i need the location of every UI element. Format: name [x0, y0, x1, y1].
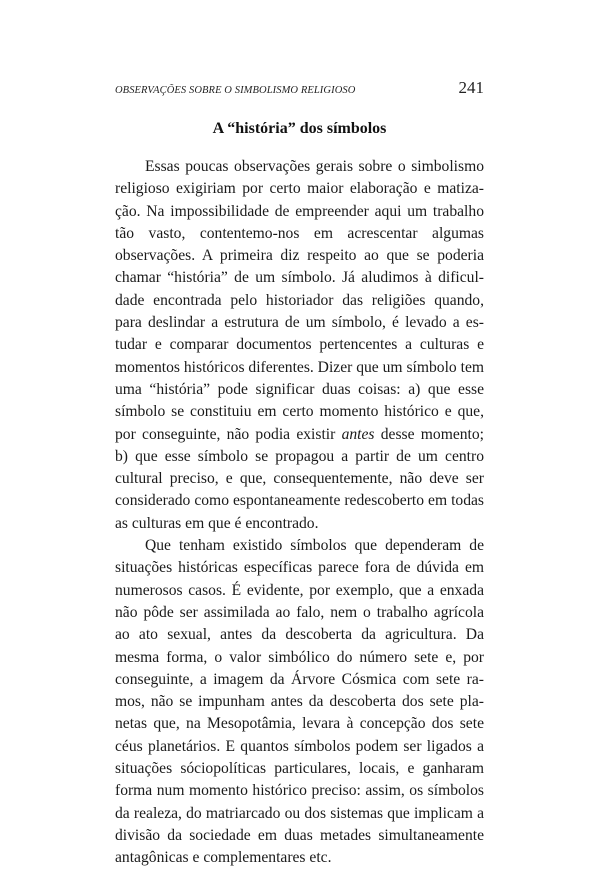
paragraph-1-emphasis: antes [341, 425, 375, 443]
book-page [115, 78, 484, 870]
paragraph-1-text-before: Essas poucas observações gerais sobre o simbolismo religioso exigiriam por certo maior elaboração e matização. Na impossibilidade de empreender aqui um trabalho tão vasto, contentemo-nos em acrescentar algumas observações. A primeira diz respeito ao que se poderia chamar “história” de um símbolo. Já aludimos à dificuldade encontrada pelo historiador das religiões quando, para deslindar a estrutura de um símbolo, é levado a estudar e comparar documentos pertencentes a culturas e momentos históricos diferentes. Dizer que um símbolo tem uma “história” pode significar duas coisas: a) que esse símbolo se constituiu em certo momento histórico e que, por conseguinte, não podia existir [115, 158, 484, 443]
running-title: OBSERVAÇÕES SOBRE O SIMBOLISMO RELIGIOSO [115, 85, 356, 96]
paragraph-1 [115, 156, 484, 535]
section-title: A “história” dos símbolos [212, 120, 387, 137]
paragraph-2: Que tenham existido símbolos que dependeram de situações históricas específicas parece fora de dúvida em numerosos casos. É evidente, por exemplo, que a enxada não pôde ser assimilada ao falo, nem o trabalho agrícola ao ato sexual, antes da descoberta da agricultura. Da mesma forma, o valor simbólico do número sete e, por conseguinte, a imagem da Árvore Cósmica com sete ramos, não se impunham antes da descoberta dos sete planetas que, na Mesopotâmia, levara à concepção dos sete céus planetários. E quantos símbolos podem ser ligados a situações sóciopolíticas particulares, locais, e ganharam forma num momento histórico preciso: assim, os símbolos da realeza, do matriarcado ou dos sistemas que implicam a divisão da sociedade em duas metades simultaneamente antagônicas e complementares etc. [115, 537, 484, 867]
paragraph-1-text-after: desse momento; b) que esse símbolo se propagou a partir de um centro cultural preciso, e que, consequentemente, não deve ser considerado como espontaneamente redescoberto em todas as culturas em que é encontrado. [115, 425, 484, 532]
page-number: 241 [458, 78, 484, 97]
running-header [115, 78, 484, 100]
